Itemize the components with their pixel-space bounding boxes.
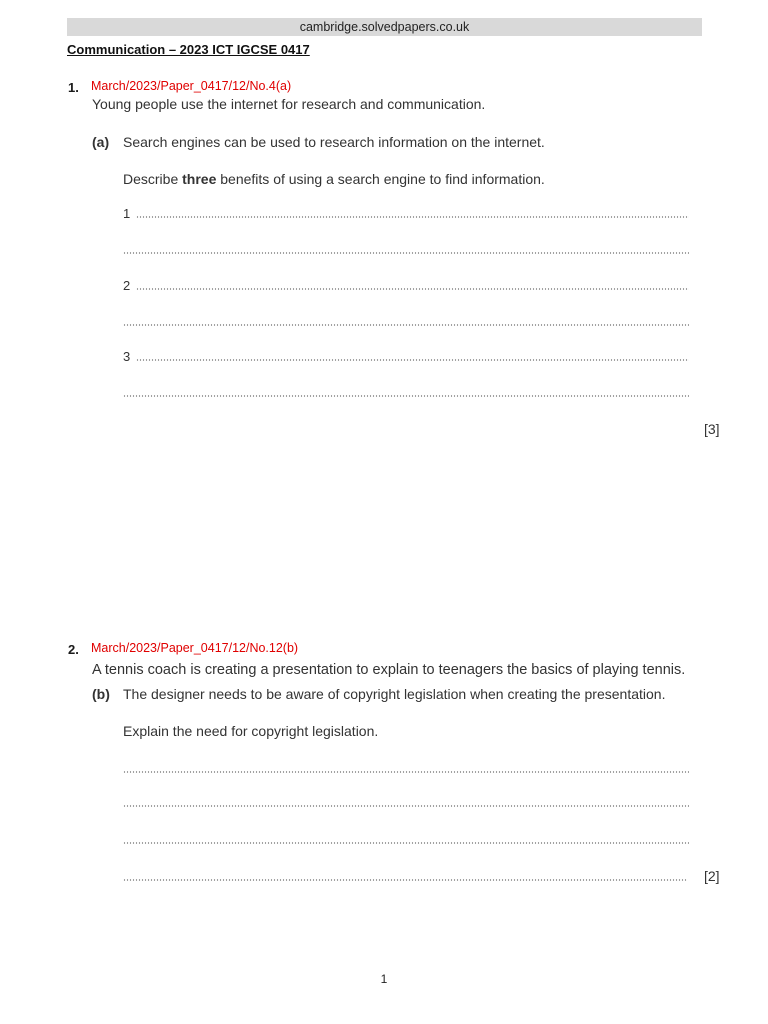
question-2-number: 2. (68, 642, 79, 657)
question-1-marks: [3] (704, 421, 720, 437)
document-title: Communication – 2023 ICT IGCSE 0417 (67, 42, 310, 57)
question-2-stem: A tennis coach is creating a presentation to explain to teenagers the basics of playing tennis. (92, 662, 686, 678)
site-header-bar (67, 18, 702, 36)
question-2-marks: [2] (704, 868, 720, 884)
question-1-instruction (123, 171, 545, 187)
answer-line-number-3: 3 (123, 349, 131, 364)
answer-line-number-2: 2 (123, 278, 131, 293)
question-2-part-text: The designer needs to be aware of copyright legislation when creating the presentation. (123, 686, 666, 702)
answer-line-q2-4[interactable] (123, 879, 687, 881)
question-1-reference: March/2023/Paper_0417/12/No.4(a) (91, 79, 292, 93)
question-2-instruction: Explain the need for copyright legislation. (123, 723, 379, 739)
instruction-pre: Describe (123, 171, 183, 187)
question-1-part-text: Search engines can be used to research information on the internet. (123, 134, 545, 150)
answer-line-3b[interactable] (123, 395, 689, 397)
instruction-emphasis: three (182, 171, 217, 187)
answer-line-3a[interactable] (136, 359, 689, 361)
answer-line-2b[interactable] (123, 324, 689, 326)
question-1-stem: Young people use the internet for research and communication. (92, 96, 486, 112)
answer-line-number-1: 1 (123, 206, 131, 221)
answer-line-q2-1[interactable] (123, 771, 689, 773)
question-2-reference: March/2023/Paper_0417/12/No.12(b) (91, 641, 299, 655)
question-2-part-letter: (b) (92, 686, 110, 702)
answer-line-1b[interactable] (123, 252, 689, 254)
answer-line-1a[interactable] (136, 216, 689, 218)
page-number: 1 (380, 972, 388, 986)
question-1-number: 1. (68, 80, 79, 95)
site-url: cambridge.solvedpapers.co.uk (299, 20, 470, 34)
answer-line-q2-2[interactable] (123, 805, 689, 807)
answer-line-q2-3[interactable] (123, 842, 689, 844)
question-1-part-letter: (a) (92, 134, 110, 150)
instruction-post: benefits of using a search engine to find information. (216, 171, 545, 187)
answer-line-2a[interactable] (136, 288, 689, 290)
